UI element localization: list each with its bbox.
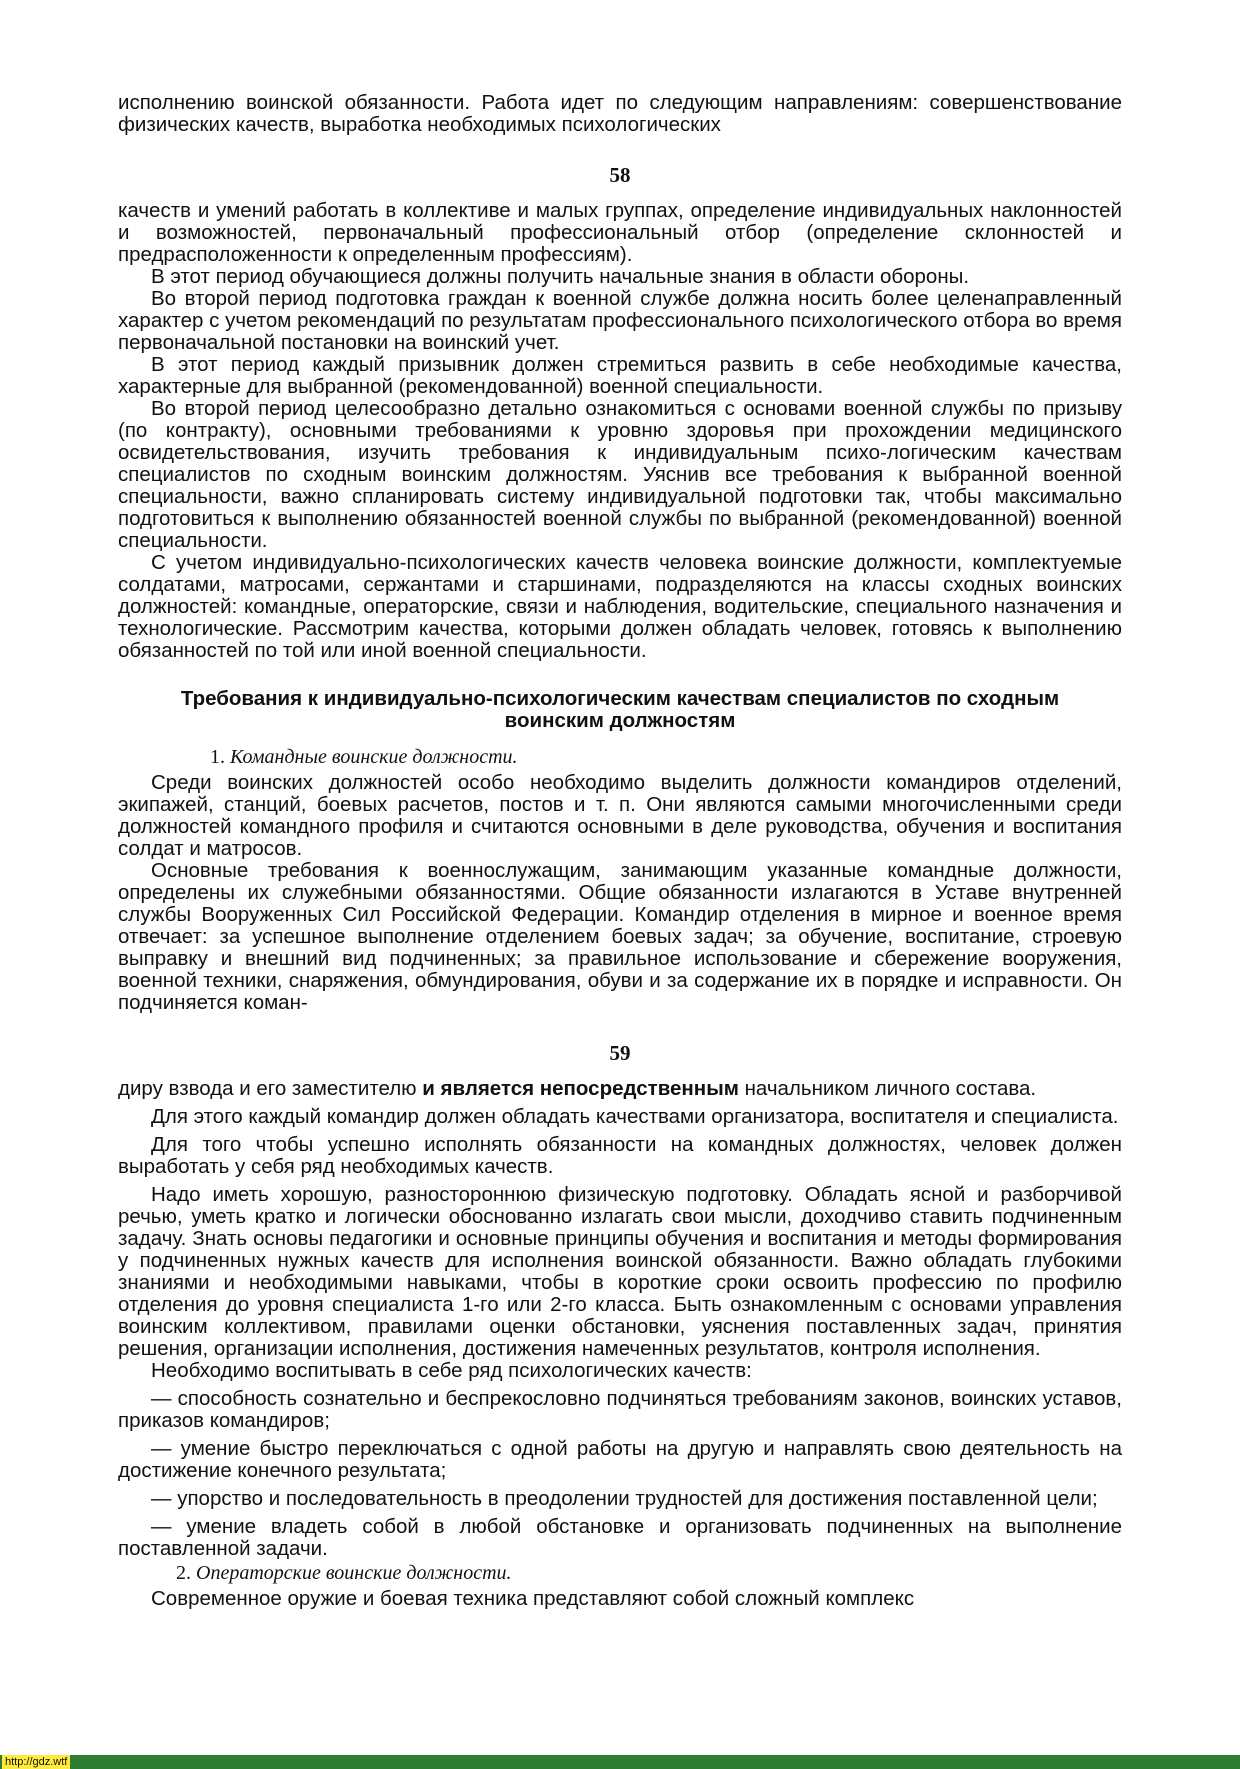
- document-page: [118, 92, 1122, 1610]
- paragraph-3: Во второй период подготовка граждан к военной службе должна носить более целенаправленный характер с учетом рекомендаций по результатам профессионального психологического отбора во время первоначальной постановки на воинский учет.: [118, 287, 1122, 354]
- paragraph-11: Для того чтобы успешно исполнять обязанности на командных должностях, человек должен выработать у себя ряд необходимых качеств.: [118, 1133, 1122, 1178]
- paragraph-1: качеств и умений работать в коллективе и малых группах, определение индивидуальных наклонностей и возможностей, первоначальный профессиональный отбор (определение склонностей и предрасположенности к определенным профессиям).: [118, 199, 1122, 266]
- paragraph-9-start: диру взвода и его заместителю: [118, 1077, 423, 1100]
- paragraph-14: Современное оружие и боевая техника представляют собой сложный комплекс: [151, 1587, 915, 1610]
- paragraph-9: [118, 1078, 1122, 1100]
- paragraph-12: Надо иметь хорошую, разностороннюю физическую подготовку. Обладать ясной и разборчивой речью, уметь кратко и логически обоснованно излагать свои мысли, доходчиво ставить подчиненным задачу. Знать основы педагогики и основные принципы обучения и воспитания и методы формирования у подчиненных нужных качеств для исполнения воинской обязанности. Важно обладать глубокими знаниями и необходимыми навыками, чтобы в короткие сроки освоить профессию по профилю отделения до уровня специалиста 1-го или 2-го класса. Быть ознакомленным с основами управления воинским коллективом, правилами оценки обстановки, уяснения поставленных задач, принятия решения, организации исполнения, достижения намеченных результатов, контроля исполнения.: [118, 1183, 1122, 1360]
- paragraph-7: Среди воинских должностей особо необходимо выделить должности командиров отделений, экипажей, станций, боевых расчетов, постов и т. п. Они являются самыми многочисленными среди должностей командного профиля и считаются основными в деле руководства, обучения и воспитания солдат и матросов.: [118, 771, 1122, 860]
- footer-bar: [0, 1755, 1240, 1769]
- paragraph-9-bold: и является непосредственным: [422, 1077, 739, 1100]
- paragraph-5: Во второй период целесообразно детально ознакомиться с основами военной службы по призыву (по контракту), основными требованиями к уровню здоровья при прохождении медицинского освидетельствования, изучить требования к индивидуальным психо-логическим качествам специалистов по сходным воинским должностям. Уяснив все требования к выбранной военной специальности, важно спланировать систему индивидуальной подготовки так, чтобы максимально подготовиться к выполнению обязанностей военной службы по выбранной (рекомендованной) военной специальности.: [118, 397, 1122, 552]
- subheading-number: 2.: [176, 1562, 191, 1584]
- paragraph-top: исполнению воинской обязанности. Работа идет по следующим направлениям: совершенствование физических качеств, выработка необходимых психологических: [118, 91, 1122, 136]
- subheading-number: 1.: [210, 746, 225, 768]
- page-number-59: 59: [609, 1041, 631, 1065]
- paragraph-2: В этот период обучающиеся должны получить начальные знания в области обороны.: [151, 265, 970, 288]
- paragraph-9-end: начальником личного состава.: [738, 1077, 1037, 1100]
- paragraph-8: Основные требования к военнослужащим, занимающим указанные командные должности, определены их служебными обязанностями. Общие обязанности излагаются в Уставе внутренней службы Вооруженных Сил Российской Федерации. Командир отделения в мирное и военное время отвечает: за успешное выполнение отделением боевых задач; за обучение, воспитание, строевую выправку и внешний вид подчиненных; за правильное использование и сбережение вооружения, военной техники, снаряжения, обмундирования, обуви и за содержание их в порядке и исправности. Он подчиняется коман-: [118, 859, 1122, 1014]
- list-item-4: — умение владеть собой в любой обстановке и организовать подчиненных на выполнение поставленной задачи.: [118, 1515, 1122, 1560]
- paragraph-10: Для этого каждый командир должен обладать качествами организатора, воспитателя и специалиста.: [151, 1105, 1119, 1128]
- paragraph-4: В этот период каждый призывник должен стремиться развить в себе необходимые качества, характерные для выбранной (рекомендованной) военной специальности.: [118, 353, 1122, 398]
- section-heading: Требования к индивидуально-психологическим качествам специалистов по сходным воинским должностям: [180, 687, 1060, 732]
- list-item-1: — способность сознательно и беспрекословно подчиняться требованиям законов, воинских уставов, приказов командиров;: [118, 1387, 1122, 1432]
- footer-link[interactable]: http://gdz.wtf: [2, 1755, 70, 1769]
- subheading-operator-positions: [118, 1562, 1122, 1584]
- subheading-command-positions: [118, 746, 1122, 768]
- subheading-title: Командные воинские должности.: [230, 746, 518, 768]
- page-number-58: 58: [609, 163, 631, 187]
- paragraph-13: Необходимо воспитывать в себе ряд психологических качеств:: [151, 1359, 752, 1382]
- subheading-title: Операторские воинские должности.: [196, 1562, 512, 1584]
- list-item-3: — упорство и последовательность в преодолении трудностей для достижения поставленной цели;: [151, 1487, 1098, 1510]
- paragraph-6: С учетом индивидуально-психологических качеств человека воинские должности, комплектуемые солдатами, матросами, сержантами и старшинами, подразделяются на классы сходных воинских должностей: командные, операторские, связи и наблюдения, водительские, специального назначения и технологические. Рассмотрим качества, которыми должен обладать человек, готовясь к выполнению обязанностей по той или иной военной специальности.: [118, 551, 1122, 662]
- list-item-2: — умение быстро переключаться с одной работы на другую и направлять свою деятельность на достижение конечного результата;: [118, 1437, 1122, 1482]
